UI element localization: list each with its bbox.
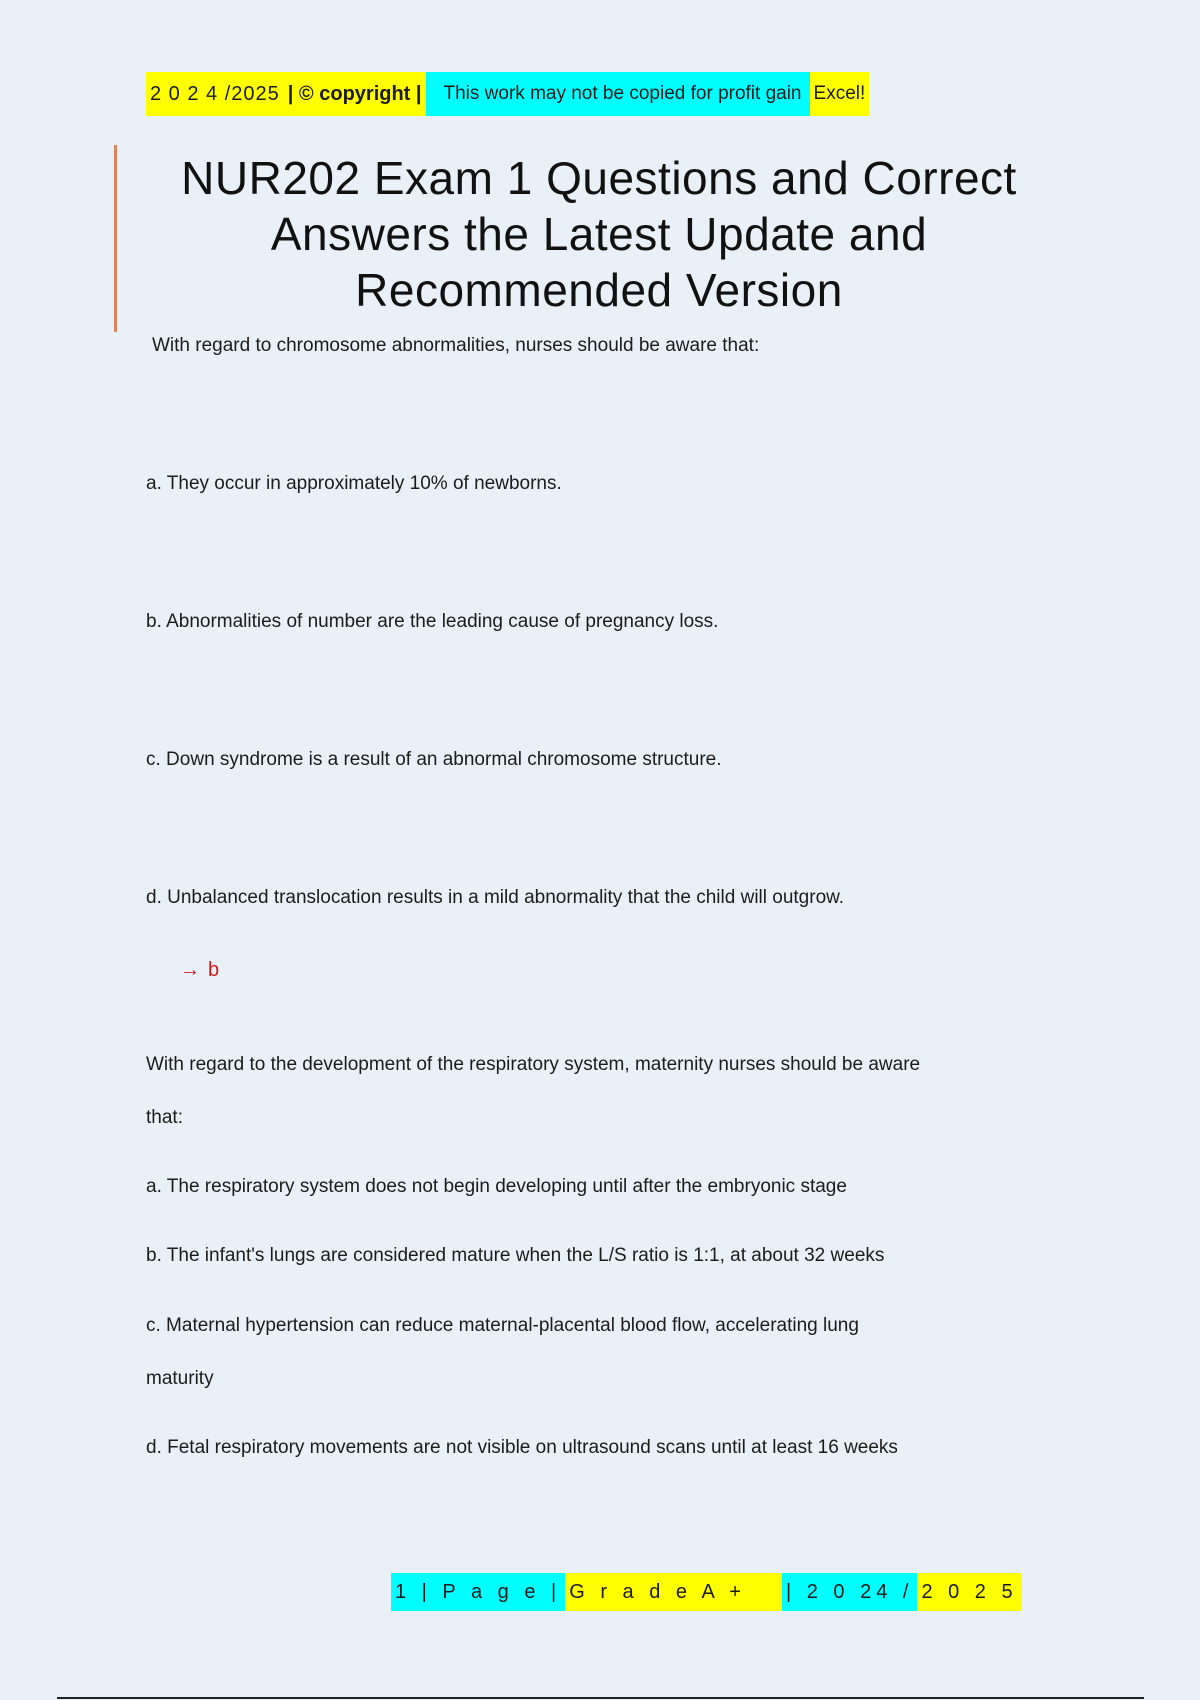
header-notice: This work may not be copied for profit gain xyxy=(426,72,810,116)
footer-banner xyxy=(391,1573,1022,1611)
question-2-option-c-continued: maturity xyxy=(146,1368,214,1389)
document-title: NUR202 Exam 1 Questions and Correct Answers the Latest Update and Recommended Version xyxy=(181,152,1017,316)
question-2-option-c: c. Maternal hypertension can reduce maternal-placental blood flow, accelerating lung xyxy=(146,1315,859,1336)
footer-grade: G r a d e A + xyxy=(565,1573,782,1611)
question-2-option-a: a. The respiratory system does not begin developing until after the embryonic stage xyxy=(146,1176,847,1197)
title-accent-rule xyxy=(114,145,117,332)
footer-page-number: 1 | P a g e | xyxy=(391,1573,565,1611)
answer-letter: b xyxy=(208,959,220,981)
question-1-option-d: d. Unbalanced translocation results in a mild abnormality that the child will outgrow. xyxy=(146,887,845,908)
question-2-option-b: b. The infant's lungs are considered mature when the L/S ratio is 1:1, at about 32 weeks xyxy=(146,1245,885,1266)
footer-year-end: 2 0 2 5 xyxy=(917,1573,1021,1611)
question-1-option-b: b. Abnormalities of number are the leading cause of pregnancy loss. xyxy=(146,611,719,632)
question-1-option-a: a. They occur in approximately 10% of newborns. xyxy=(146,473,562,494)
question-2-stem-line-1: With regard to the development of the respiratory system, maternity nurses should be aware xyxy=(146,1054,921,1075)
bottom-divider xyxy=(57,1697,1144,1699)
question-1-answer xyxy=(180,959,219,982)
footer-year-start: | 2 0 24 / xyxy=(782,1573,917,1611)
header-banner xyxy=(146,72,869,116)
question-2-option-d: d. Fetal respiratory movements are not visible on ultrasound scans until at least 16 weeks xyxy=(146,1437,898,1458)
header-copyright: | © copyright | xyxy=(284,72,426,116)
header-year: 2 0 2 4 /2025 xyxy=(146,72,284,116)
question-1-option-c: c. Down syndrome is a result of an abnormal chromosome structure. xyxy=(146,749,722,770)
arrow-right-icon: → xyxy=(180,959,200,981)
question-1-stem: With regard to chromosome abnormalities, nurses should be aware that: xyxy=(152,335,760,356)
header-tag: Excel! xyxy=(810,72,870,116)
question-2-stem-line-2: that: xyxy=(146,1107,183,1128)
